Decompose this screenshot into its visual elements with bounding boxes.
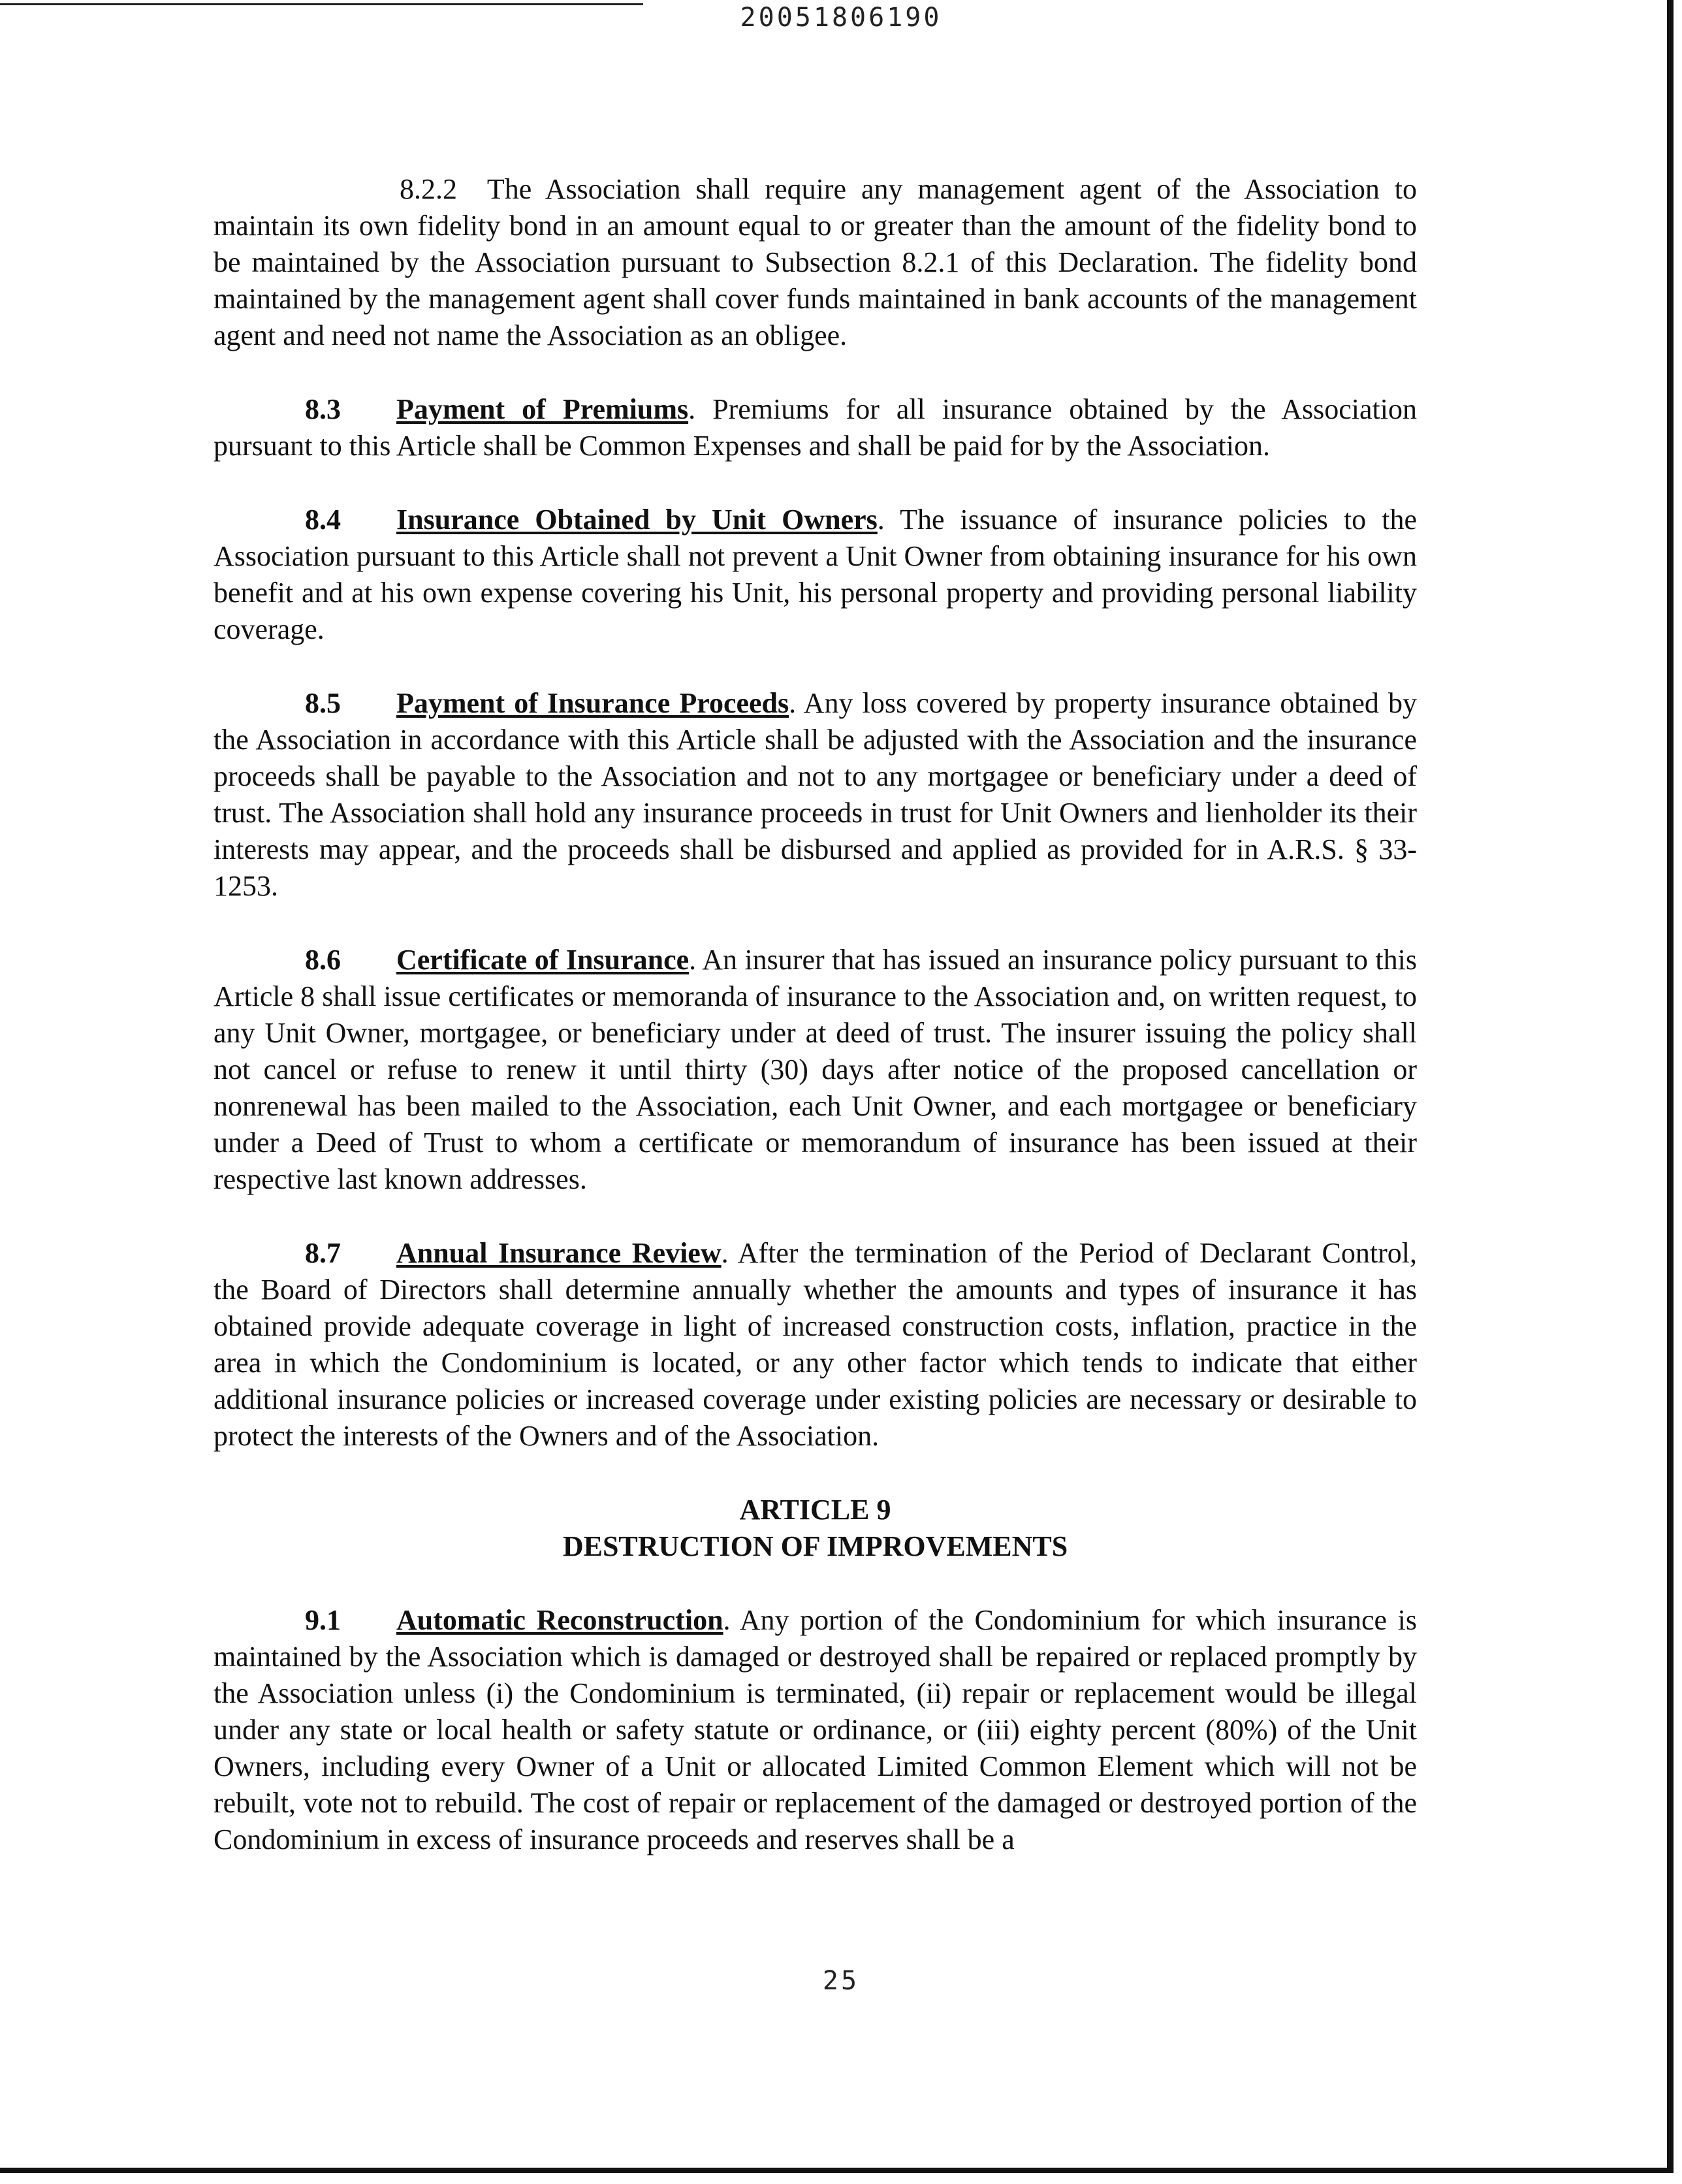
section-8-5 [214,685,1417,905]
section-text: . Premiums for all insurance obtained by the Association pursuant to this Article shall be Common Expenses and shall be paid for by the Association. [214,393,1417,462]
section-number: 8.2.2 [400,173,457,205]
section-number: 8.4 [305,504,341,536]
scan-right-edge [1667,0,1674,2172]
section-number: 8.3 [305,393,341,425]
document-body [214,171,1417,1895]
section-8-4 [214,502,1417,648]
section-8-7 [214,1235,1417,1454]
section-9-1 [214,1602,1417,1858]
section-8-2-2 [214,171,1417,354]
section-title: Payment of Premiums [396,393,689,425]
section-number: 8.6 [305,944,341,976]
section-title: Payment of Insurance Proceeds [396,687,789,719]
section-text: . The issuance of insurance policies to the Association pursuant to this Article shall not prevent a Unit Owner from obtaining insurance for his own benefit and at his own expense covering his Unit, his personal property and providing personal liability coverage. [214,504,1417,645]
section-title: Automatic Reconstruction [396,1604,723,1636]
section-title: Certificate of Insurance [396,944,690,976]
section-title: Insurance Obtained by Unit Owners [396,504,878,536]
article-heading [214,1492,1417,1565]
section-title: Annual Insurance Review [396,1237,722,1269]
section-text: . Any loss covered by property insurance obtained by the Association in accordance with this Article shall be adjusted with the Association and the insurance proceeds shall be payable to the Association and not to any mortgagee or beneficiary under a deed of trust. The Association shall hold any insurance proceeds in trust for Unit Owners and lienholder its their interests may appear, and the proceeds shall be disbursed and applied as provided for in A.R.S. § 33-1253. [214,687,1417,902]
article-label: ARTICLE 9 [739,1494,891,1526]
page-number: 25 [822,1966,860,1996]
section-number: 8.7 [305,1237,341,1269]
section-8-3 [214,391,1417,464]
section-number: 9.1 [305,1604,341,1636]
section-number: 8.5 [305,687,341,719]
section-text: . An insurer that has issued an insurance policy pursuant to this Article 8 shall issue certificates or memoranda of insurance to the Association and, on written request, to any Unit Owner, mortgagee, or beneficiary under at deed of trust. The insurer issuing the policy shall not cancel or refuse to renew it until thirty (30) days after notice of the proposed cancellation or nonrenewal has been mailed to the Association, each Unit Owner, and each mortgagee or beneficiary under a Deed of Trust to whom a certificate or memorandum of insurance has been issued at their respective last known addresses. [214,944,1417,1195]
scan-bottom-edge [0,2168,1674,2173]
section-text: . Any portion of the Condominium for which insurance is maintained by the Association which is damaged or destroyed shall be repaired or replaced promptly by the Association unless (i) the Condominium is terminated, (ii) repair or replacement would be illegal under any state or local health or safety statute or ordinance, or (iii) eighty percent (80%) of the Unit Owners, including every Owner of a Unit or allocated Limited Common Element which will not be rebuilt, vote not to rebuild. The cost of repair or replacement of the damaged or destroyed portion of the Condominium in excess of insurance proceeds and reserves shall be a [214,1604,1418,1855]
section-text: . After the termination of the Period of Declarant Control, the Board of Directors shall determine annually whether the amounts and types of insurance it has obtained provide adequate coverage in light of increased construction costs, inflation, practice in the area in which the Condominium is located, or any other factor which tends to indicate that either additional insurance policies or increased coverage under existing policies are necessary or desirable to protect the interests of the Owners and of the Association. [214,1237,1417,1452]
section-text: The Association shall require any management agent of the Association to maintain its own fidelity bond in an amount equal to or greater than the amount of the fidelity bond to be maintained by the Association pursuant to Subsection 8.2.1 of this Declaration. The fidelity bond maintained by the management agent shall cover funds maintained in bank accounts of the management agent and need not name the Association as an obligee. [214,173,1418,351]
article-title: DESTRUCTION OF IMPROVEMENTS [562,1530,1068,1562]
document-number: 20051806190 [740,3,942,33]
section-8-6 [214,942,1417,1198]
